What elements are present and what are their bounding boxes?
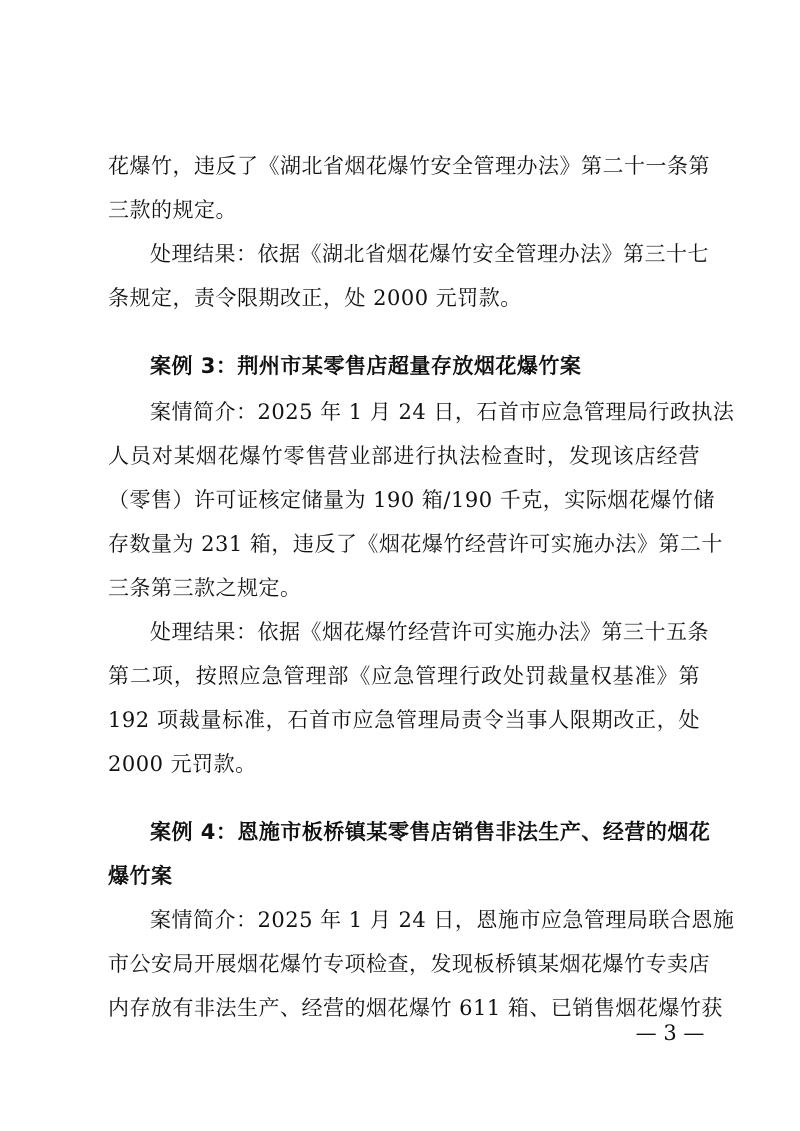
paragraph-line: 案情简介：2025 年 1 月 24 日，石首市应急管理局行政执法 xyxy=(150,400,735,424)
paragraph-line: 处理结果：依据《烟花爆竹经营许可实施办法》第三十五条 xyxy=(150,620,709,644)
case-heading: 爆竹案 xyxy=(108,864,173,888)
case-heading: 案例 3：荆州市某零售店超量存放烟花爆竹案 xyxy=(150,354,582,378)
page-number: — 3 — xyxy=(635,1021,705,1045)
paragraph-line: 条规定，责令限期改正，处 2000 元罚款。 xyxy=(108,286,522,310)
paragraph-line: 三款的规定。 xyxy=(108,198,237,222)
paragraph-line: 192 项裁量标准，石首市应急管理局责令当事人限期改正，处 xyxy=(108,708,700,732)
paragraph-line: 2000 元罚款。 xyxy=(108,752,257,776)
paragraph-line: 第二项，按照应急管理部《应急管理行政处罚裁量权基准》第 xyxy=(108,664,700,688)
paragraph-line: （零售）许可证核定储量为 190 箱/190 千克，实际烟花爆竹储 xyxy=(108,488,715,512)
paragraph-line: 内存放有非法生产、经营的烟花爆竹 611 箱、已销售烟花爆竹获 xyxy=(108,996,723,1020)
paragraph-line: 三条第三款之规定。 xyxy=(108,576,302,600)
paragraph-line: 人员对某烟花爆竹零售营业部进行执法检查时，发现该店经营 xyxy=(108,444,700,468)
case-heading: 案例 4：恩施市板桥镇某零售店销售非法生产、经营的烟花 xyxy=(150,820,711,844)
paragraph-line: 花爆竹，违反了《湖北省烟花爆竹安全管理办法》第二十一条第 xyxy=(108,154,710,178)
paragraph-line: 存数量为 231 箱，违反了《烟花爆竹经营许可实施办法》第二十 xyxy=(108,532,723,556)
paragraph-line: 市公安局开展烟花爆竹专项检查，发现板桥镇某烟花爆竹专卖店 xyxy=(108,952,710,976)
paragraph-line: 处理结果：依据《湖北省烟花爆竹安全管理办法》第三十七 xyxy=(150,242,709,266)
paragraph-line: 案情简介：2025 年 1 月 24 日，恩施市应急管理局联合恩施 xyxy=(150,908,735,932)
